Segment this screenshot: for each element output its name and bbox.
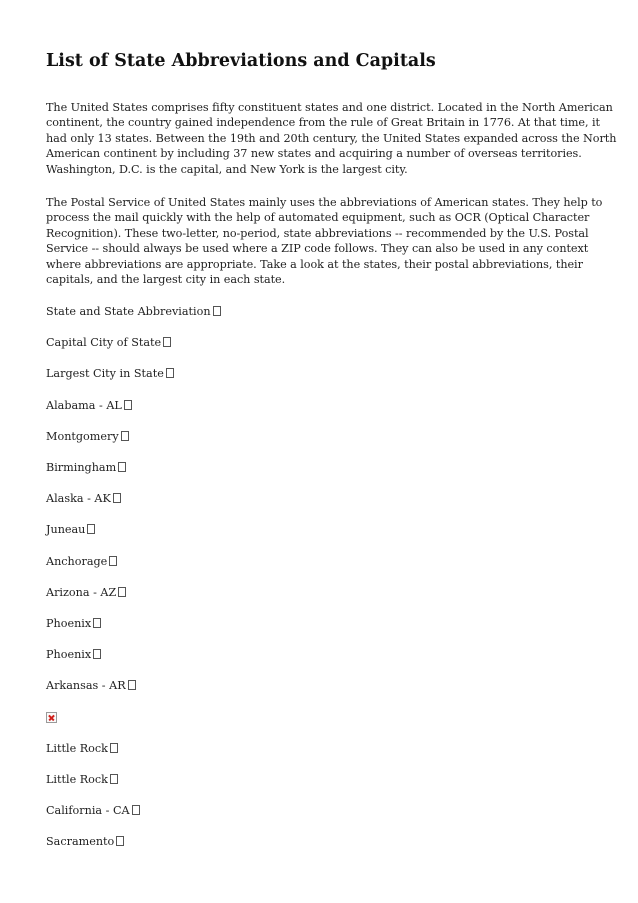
missing-glyph-icon bbox=[124, 400, 132, 410]
paragraph-line: capitals, and the largest city in each state. bbox=[46, 273, 286, 287]
list-item bbox=[46, 803, 446, 834]
paragraph-line: continent, the country gained independence from the rule of Great Britain in 1776. At that time, it bbox=[46, 116, 600, 130]
missing-glyph-icon bbox=[118, 587, 126, 597]
postal-paragraph bbox=[46, 195, 602, 287]
missing-glyph-icon bbox=[87, 524, 95, 534]
document-title: List of State Abbreviations and Capitals bbox=[46, 51, 436, 71]
entry-text: Arkansas - AR bbox=[46, 679, 126, 693]
entry-text: Juneau bbox=[46, 523, 86, 537]
missing-glyph-icon bbox=[132, 805, 140, 815]
entry-text: Anchorage bbox=[46, 554, 108, 568]
list-item bbox=[46, 741, 446, 772]
list-item bbox=[46, 709, 446, 740]
missing-glyph-icon bbox=[166, 368, 174, 378]
missing-glyph-icon bbox=[113, 493, 121, 503]
missing-glyph-icon bbox=[116, 836, 124, 846]
list-item bbox=[46, 491, 446, 522]
entry-text: Largest City in State bbox=[46, 367, 164, 381]
missing-glyph-icon bbox=[93, 618, 101, 628]
intro-paragraph bbox=[46, 100, 617, 177]
entry-text: California - CA bbox=[46, 804, 130, 817]
entry-text: Montgomery bbox=[46, 429, 119, 443]
missing-glyph-icon bbox=[213, 306, 221, 316]
entry-text: Little Rock bbox=[46, 772, 108, 786]
missing-glyph-icon bbox=[163, 337, 171, 347]
entry-text: State and State Abbreviation bbox=[46, 305, 211, 318]
list-item bbox=[46, 460, 446, 491]
paragraph-line: The United States comprises fifty constituent states and one district. Located in the North American bbox=[46, 101, 613, 114]
paragraph-line: had only 13 states. Between the 19th and 20th century, the United States expanded across the North bbox=[46, 131, 617, 145]
paragraph-line: Washington, D.C. is the capital, and New York is the largest city. bbox=[46, 162, 408, 176]
entry-text: Alaska - AK bbox=[46, 492, 111, 506]
list-item bbox=[46, 304, 446, 335]
entry-text: Capital City of State bbox=[46, 336, 162, 350]
missing-glyph-icon bbox=[128, 680, 136, 690]
missing-glyph-icon bbox=[110, 743, 118, 753]
entry-text: Phoenix bbox=[46, 616, 92, 630]
missing-glyph-icon bbox=[110, 774, 118, 784]
list-item bbox=[46, 772, 446, 803]
list-item bbox=[46, 366, 446, 397]
missing-glyph-icon bbox=[121, 431, 129, 441]
list-item bbox=[46, 647, 446, 678]
entry-text: Phoenix bbox=[46, 648, 92, 662]
list-item bbox=[46, 429, 446, 460]
paragraph-line: The Postal Service of United States mainly uses the abbreviations of American states. They help to bbox=[46, 196, 603, 209]
list-item bbox=[46, 585, 446, 616]
entry-text: Birmingham bbox=[46, 460, 117, 474]
paragraph-line: American continent by including 37 new states and acquiring a number of overseas territories. bbox=[46, 147, 582, 161]
list-item bbox=[46, 834, 446, 865]
list-item bbox=[46, 678, 446, 709]
state-entry-list bbox=[46, 304, 446, 865]
missing-glyph-icon bbox=[109, 556, 117, 566]
missing-glyph-icon bbox=[118, 462, 126, 472]
paragraph-line: Service -- should always be used where a ZIP code follows. They can also be used in any context bbox=[46, 242, 589, 256]
entry-text: Arizona - AZ bbox=[46, 585, 117, 599]
list-item bbox=[46, 616, 446, 647]
list-item bbox=[46, 522, 446, 553]
list-item bbox=[46, 398, 446, 429]
missing-glyph-icon bbox=[93, 649, 101, 659]
entry-text: Sacramento bbox=[46, 835, 115, 849]
broken-image-icon bbox=[46, 712, 57, 723]
entry-text: Alabama - AL bbox=[46, 398, 122, 412]
entry-text: Little Rock bbox=[46, 741, 108, 755]
paragraph-line: process the mail quickly with the help of automated equipment, such as OCR (Optical Character bbox=[46, 211, 590, 225]
list-item bbox=[46, 335, 446, 366]
paragraph-line: Recognition). These two-letter, no-period, state abbreviations -- recommended by the U.S. Postal bbox=[46, 226, 589, 240]
paragraph-line: where abbreviations are appropriate. Take a look at the states, their postal abbreviations, their bbox=[46, 257, 583, 271]
list-item bbox=[46, 554, 446, 585]
